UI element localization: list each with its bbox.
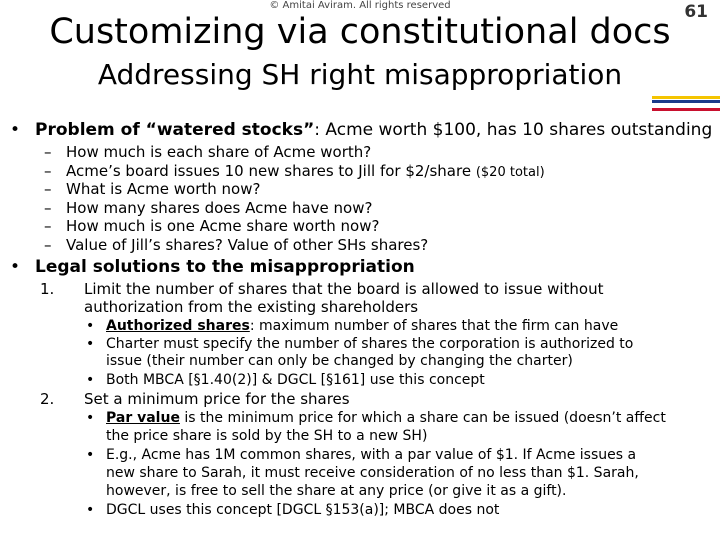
- point1-number: 1.: [40, 280, 55, 298]
- dash: –: [44, 162, 52, 180]
- dash: –: [44, 180, 52, 198]
- sub-bullet-dot: •: [86, 502, 95, 518]
- dash: –: [44, 143, 52, 161]
- point1-sub1: [106, 318, 618, 335]
- point2-line1: Set a minimum price for the shares: [84, 390, 350, 408]
- section2-heading: Legal solutions to the misappropriation: [35, 257, 415, 277]
- point1-sub2-line1: Charter must specify the number of shares the corporation is authorized to: [106, 336, 634, 352]
- list-item: What is Acme worth now?: [66, 180, 261, 198]
- sub-bullet-dot: •: [86, 410, 95, 426]
- point1-line1: Limit the number of shares that the board is allowed to issue without: [84, 280, 604, 298]
- list-item-text: Acme’s board issues 10 new shares to Jill for $2/share: [66, 162, 472, 180]
- list-item-note: ($20 total): [475, 165, 545, 180]
- point2-sub2-line3: however, is free to sell the share at any price (or give it as a gift).: [106, 483, 567, 499]
- point1-line2: authorization from the existing shareholders: [84, 298, 419, 316]
- list-item: Value of Jill’s shares? Value of other SHs shares?: [66, 236, 429, 254]
- point2-sub1-line2: the price share is sold by the SH to a new SH): [106, 428, 428, 444]
- point2-sub1: [106, 410, 666, 427]
- bullet-dot: •: [10, 257, 21, 277]
- stripe-yellow: [652, 96, 720, 99]
- slide-title: Customizing via constitutional docs: [49, 12, 671, 52]
- sub-bullet-dot: •: [86, 372, 95, 388]
- point1-sub1-rest: : maximum number of shares that the firm can have: [249, 318, 619, 334]
- section1-heading-bold: Problem of “watered stocks”: [35, 120, 315, 140]
- list-item: [66, 162, 545, 182]
- stripe-white: [652, 104, 720, 107]
- stripe-blue: [652, 100, 720, 103]
- dash: –: [44, 236, 52, 254]
- point2-sub1-rest: is the minimum price for which a share can be issued (doesn’t affect: [179, 410, 666, 426]
- point1-sub2-line2: issue (their number can only be changed by changing the charter): [106, 353, 573, 369]
- bullet-dot: •: [10, 120, 21, 140]
- sub-bullet-dot: •: [86, 336, 95, 352]
- section1-heading: [35, 120, 712, 140]
- section1-heading-rest: : Acme worth $100, has 10 shares outstanding: [314, 120, 713, 140]
- list-item: How many shares does Acme have now?: [66, 199, 373, 217]
- sub-bullet-dot: •: [86, 318, 95, 334]
- point2-sub2-line2: new share to Sarah, it must receive consideration of no less than $1. Sarah,: [106, 465, 639, 481]
- point2-sub3: DGCL uses this concept [DGCL §153(a)]; MBCA does not: [106, 502, 500, 518]
- slide-number: 61: [684, 2, 708, 22]
- list-item: How much is one Acme share worth now?: [66, 217, 380, 235]
- list-item: How much is each share of Acme worth?: [66, 143, 372, 161]
- sub-bullet-dot: •: [86, 447, 95, 463]
- dash: –: [44, 199, 52, 217]
- copyright-notice: © Amitai Aviram. All rights reserved: [269, 0, 451, 11]
- dash: –: [44, 217, 52, 235]
- stripe-red: [652, 108, 720, 111]
- point2-number: 2.: [40, 390, 55, 408]
- point2-sub2-line1: E.g., Acme has 1M common shares, with a par value of $1. If Acme issues a: [106, 447, 637, 463]
- term-authorized-shares: Authorized shares: [106, 318, 250, 334]
- slide-subtitle: Addressing SH right misappropriation: [97, 58, 623, 91]
- term-par-value: Par value: [106, 410, 180, 426]
- decorative-stripes: [652, 96, 720, 112]
- point1-sub3: Both MBCA [§1.40(2)] & DGCL [§161] use this concept: [106, 372, 485, 388]
